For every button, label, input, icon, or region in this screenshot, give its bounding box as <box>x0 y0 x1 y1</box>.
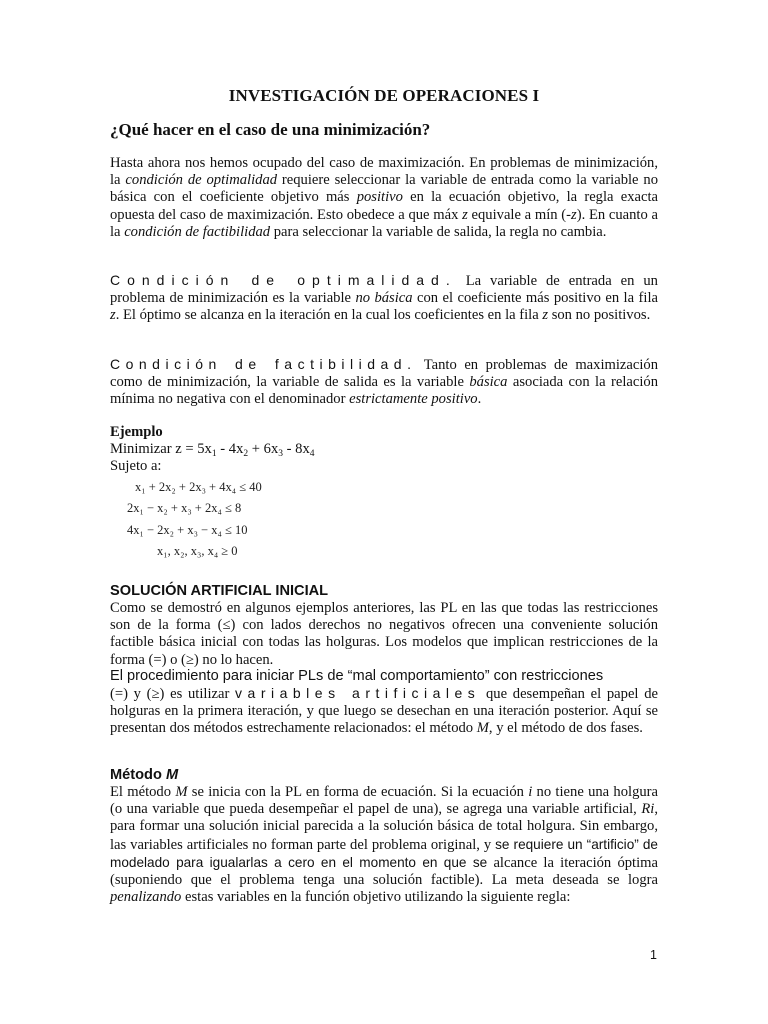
document-title: INVESTIGACIÓN DE OPERACIONES I <box>228 86 540 105</box>
italic-text: z <box>462 206 468 223</box>
constraint-3: 4x₁ − 2x₂ + x₃ − x₄ ≤ 10 <box>127 523 248 537</box>
text: en la ecuación objetivo, la regla exacta opuesta del caso de maximización. Esto obedece a que máx <box>110 189 658 223</box>
method-m-paragraph <box>110 784 658 906</box>
italic-text: estrictamente positivo <box>349 391 478 408</box>
text: La variable de entrada en un problema de minimización es la variable <box>110 273 658 307</box>
subscript: 4 <box>309 449 315 459</box>
section-question-heading: ¿Qué hacer en el caso de una minimización? <box>110 120 431 139</box>
text: equivale a mín (- <box>467 206 572 223</box>
subscript: 1 <box>211 449 217 459</box>
procedure-paragraph <box>110 685 658 738</box>
artificial-solution-paragraph: Como se demostró en algunos ejemplos anteriores, las PL en las que todas las restricciones son de la forma (≤) con lados derechos no negativos ofrecen una conveniente solución factible básica inicial con todas las holguras. Los modelos que implican restricciones de la forma (=) o (≥) no lo hacen. <box>110 600 658 668</box>
text: El método <box>110 784 176 800</box>
subject-to-label: Sujeto a: <box>110 458 162 474</box>
text: estas variables en la función objetivo utilizando la siguiente regla: <box>181 889 571 906</box>
italic-text: z <box>542 307 549 324</box>
text: requiere seleccionar la variable de entrada como la variable no básica con el coeficiente objetivo más <box>110 172 659 206</box>
text: - 4x <box>216 441 244 457</box>
constraint-2: 2x₁ − x₂ + x₃ + 2x₄ ≤ 8 <box>127 501 242 515</box>
text: que desempeñan el papel de holguras en la primera iteración, y que luego se desechan en una iteración posterior. Aquí se presentan dos métodos estrechamente relacionados: el método <box>110 686 658 737</box>
italic-text: básica <box>469 374 508 391</box>
text: se requiere un “artificio” de modelado para igualarlas a cero en el momento en que se <box>110 836 658 870</box>
intro-paragraph <box>110 155 658 241</box>
optimality-heading: Condición de optimalidad. <box>110 272 457 288</box>
text: . <box>477 391 482 408</box>
italic-text: no básica <box>355 290 413 307</box>
example-heading: Ejemplo <box>110 424 163 440</box>
text: (=) y (≥) es utilizar <box>110 686 236 702</box>
artificial-variables-term: variables artificiales <box>235 685 481 701</box>
method-m-heading <box>110 767 178 783</box>
italic-text: Ri <box>641 801 655 818</box>
italic-text: i <box>528 784 533 800</box>
text: asociada con la relación mínima no negativa con el denominador <box>110 374 658 408</box>
text: con el coeficiente más positivo en la fila <box>412 290 658 307</box>
italic-text: z <box>110 307 116 324</box>
text: se inicia con la PL en forma de ecuación. Si la ecuación <box>187 784 529 800</box>
italic-text: positivo <box>356 189 403 206</box>
constraints-block <box>126 478 296 562</box>
page-number: 1 <box>650 948 657 962</box>
italic-text: M <box>476 720 489 737</box>
italic-text: penalizando <box>110 889 182 906</box>
text: Hasta ahora nos hemos ocupado del caso de maximización. En problemas de minimización, la <box>110 155 658 189</box>
text: , para formar una solución inicial parecida a la solución básica de total holgura. Sin embargo, las variables artificiales no forman parte del problema original, y <box>110 801 658 853</box>
italic-text: condición de optimalidad <box>125 172 278 189</box>
italic-text: M <box>175 784 188 800</box>
objective-function <box>110 441 315 458</box>
text: para seleccionar la variable de salida, la regla no cambia. <box>270 223 607 240</box>
text: . El óptimo se alcanza en la iteración en la cual los coeficientes en la fila <box>115 307 543 324</box>
optimality-paragraph <box>110 272 658 325</box>
feasibility-heading: Condición de factibilidad. <box>110 356 417 372</box>
feasibility-paragraph <box>110 356 658 409</box>
text: , y el método de dos fases. <box>488 720 643 737</box>
italic-text: condición de factibilidad <box>124 223 271 240</box>
text: - 8x <box>283 441 310 457</box>
text: no tiene una holgura (o una variable que pueda desempeñar el papel de una), se agrega una variable artificial, <box>110 784 658 818</box>
italic-text: M <box>165 767 179 783</box>
nonnegativity-constraint: x₁, x₂, x₃, x₄ ≥ 0 <box>157 544 238 558</box>
procedure-line: El procedimiento para iniciar PLs de “mal comportamiento” con restricciones <box>110 668 604 684</box>
text: Método <box>110 767 166 783</box>
text: alcance la iteración óptima (suponiendo que el problema tenga una solución factible). La meta deseada se logra <box>110 854 658 889</box>
artificial-solution-heading: SOLUCIÓN ARTIFICIAL INICIAL <box>110 583 329 599</box>
text: son no positivos. <box>548 307 651 324</box>
text: Tanto en problemas de maximización como de minimización, la variable de salida es la variable <box>110 357 658 391</box>
italic-text: z <box>571 206 577 223</box>
text: + 6x <box>248 441 279 457</box>
constraints-figure <box>126 478 296 562</box>
text: Minimizar z = 5x <box>110 441 212 457</box>
constraint-1: x₁ + 2x₂ + 2x₃ + 4x₄ ≤ 40 <box>135 480 262 494</box>
subscript: 3 <box>278 449 283 459</box>
subscript: 2 <box>243 449 249 459</box>
text: ). En cuanto a la <box>110 206 658 240</box>
